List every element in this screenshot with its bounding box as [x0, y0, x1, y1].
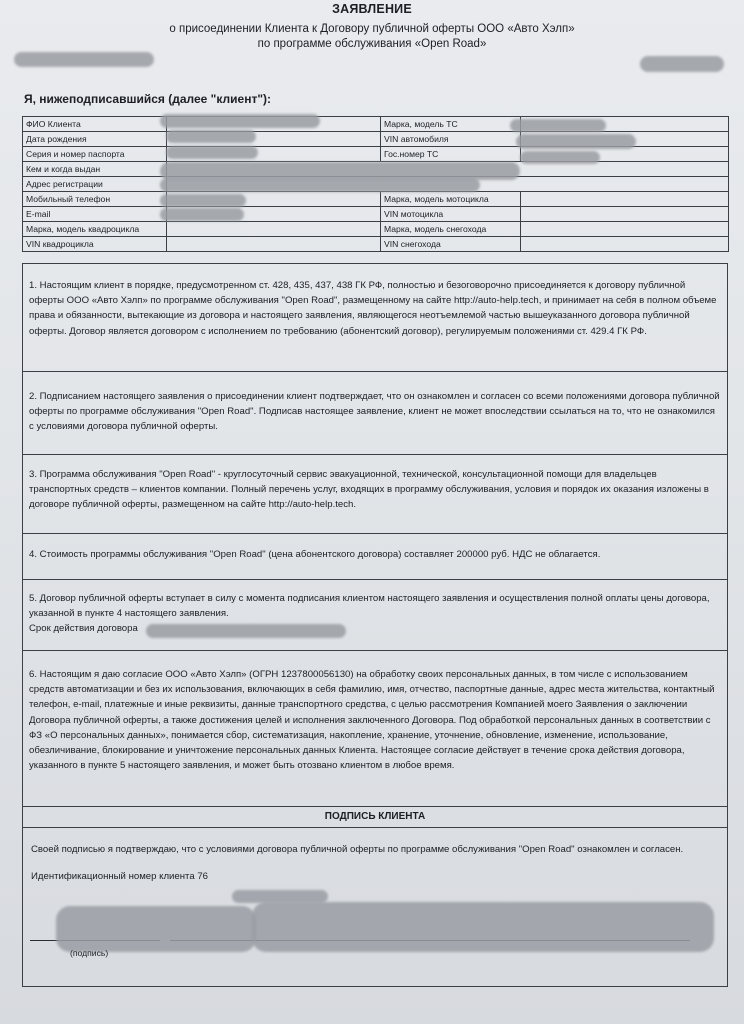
- field-label-email: E-mail: [23, 207, 167, 222]
- field-label-car-model: Марка, модель ТС: [381, 117, 521, 132]
- field-value-snow-vin: [521, 237, 729, 252]
- signature-heading: ПОДПИСЬ КЛИЕНТА: [22, 806, 728, 828]
- clause-1: [22, 263, 728, 372]
- signature-caption: (подпись): [70, 948, 109, 958]
- client-id-label: Идентификационный номер клиента 76: [31, 871, 209, 882]
- clause-4: [22, 533, 728, 580]
- field-label-passport: Серия и номер паспорта: [23, 147, 167, 162]
- clause-2: [22, 371, 728, 455]
- redacted-birth: [166, 130, 256, 143]
- field-value-atv-model: [167, 222, 381, 237]
- field-label-car-plate: Гос.номер ТС: [381, 147, 521, 162]
- field-label-atv-model: Марка, модель квадроцикла: [23, 222, 167, 237]
- field-label-atv-vin: VIN квадроцикла: [23, 237, 167, 252]
- table-row: [23, 117, 729, 132]
- clause-6: [22, 650, 728, 807]
- redacted-car-vin: [516, 134, 636, 149]
- redacted-date: [640, 56, 724, 72]
- field-label-snow-vin: VIN снегохода: [381, 237, 521, 252]
- clause-3-text: 3. Программа обслуживания "Open Road" - круглосуточный сервис эвакуационной, технической, консультационной помощи для владельцев транспортных средств – клиентов компании. Полный перечень услуг, входящих в программу обслуживания, условия и порядок их оказания изложены в договоре публичной оферты, размещенном на сайте http://auto-help.tech.: [29, 469, 709, 511]
- table-row: [23, 192, 729, 207]
- field-label-birth: Дата рождения: [23, 132, 167, 147]
- document-subtitle-line2: по программе обслуживания «Open Road»: [257, 38, 487, 50]
- clause-5: [22, 579, 728, 651]
- field-value-moto-vin: [521, 207, 729, 222]
- table-row: [23, 207, 729, 222]
- redacted-car-model: [510, 119, 606, 132]
- field-label-car-vin: VIN автомобиля: [381, 132, 521, 147]
- clause-4-text: 4. Стоимость программы обслуживания "Open Road" (цена абонентского договора) составляет 200000 руб. НДС не облагается.: [29, 549, 601, 560]
- document-title: ЗАЯВЛЕНИЕ: [332, 2, 412, 16]
- redacted-email: [160, 208, 244, 221]
- table-row: [23, 237, 729, 252]
- redacted-signature: [56, 906, 256, 952]
- field-label-moto-vin: VIN мотоцикла: [381, 207, 521, 222]
- field-label-address: Адрес регистрации: [23, 177, 167, 192]
- redacted-car-plate: [520, 151, 600, 164]
- field-label-snow-model: Марка, модель снегохода: [381, 222, 521, 237]
- field-value-atv-vin: [167, 237, 381, 252]
- redacted-passport: [166, 146, 258, 159]
- document-subtitle-line1: о присоединении Клиента к Договору публичной оферты ООО «Авто Хэлп»: [169, 23, 575, 35]
- clause-5-text: 5. Договор публичной оферты вступает в силу с момента подписания клиентом настоящего заявления и осуществления полной оплаты цены договора, указанной в пункте 4 настоящего заявления.: [29, 593, 710, 620]
- redacted-fio: [160, 114, 320, 128]
- redacted-address: [160, 178, 480, 192]
- clause-2-text: 2. Подписанием настоящего заявления о присоединении клиент подтверждает, что он ознакомлен и согласен со всеми положениями договора публичной оферты по программе обслуживания "Open Road". Подписав настоящее заявление, клиент не может впоследствии ссылаться на то, что не ознакомился с условиями договора публичной оферты.: [29, 391, 720, 433]
- clause-1-text: 1. Настоящим клиент в порядке, предусмотренном ст. 428, 435, 437, 438 ГК РФ, полностью и безоговорочно присоединяется к договору публичной оферты ООО «Авто Хэлп» по программе обслуживания "Open Road", размещенному на сайте http://auto-help.tech, и принимает на себя в полном объеме права и обязанности, вытекающие из договора и настоящего заявления, являющегося неотъемлемой частью вышеуказанного договора публичной оферты. Договор является договором с исполнением по требованию (абонентский договор), регулируемым положениями ст. 429.4 ГК РФ.: [29, 280, 717, 337]
- redacted-client-name: [252, 902, 714, 952]
- field-value-moto-model: [521, 192, 729, 207]
- signature-confirmation: Своей подписью я подтверждаю, что с условиями договора публичной оферты по программе обслуживания "Open Road" ознакомлен и согласен.: [31, 844, 684, 855]
- clause-3: [22, 454, 728, 534]
- field-label-phone: Мобильный телефон: [23, 192, 167, 207]
- redacted-term: [146, 624, 346, 638]
- redacted-phone: [160, 194, 246, 207]
- field-label-fio: ФИО Клиента: [23, 117, 167, 132]
- table-row: [23, 222, 729, 237]
- field-label-moto-model: Марка, модель мотоцикла: [381, 192, 521, 207]
- declarant-heading: Я, нижеподписавшийся (далее "клиент"):: [24, 92, 271, 106]
- clause-6-text: 6. Настоящим я даю согласие ООО «Авто Хэлп» (ОГРН 1237800056130) на обработку своих персональных данных, в том числе с использованием средств автоматизации и без их использования, включающих в себя фамилию, имя, отчество, паспортные данные, адрес места жительства, контактный телефон, e-mail, платежные и иные реквизиты, данные транспортного средства, с целью рассмотрения Компанией моего Заявления о заключении Договора публичной оферты, а также достижения целей и исполнения заключенного Договора. Под обработкой персональных данных в соответствии с ФЗ «О персональных данных», понимается сбор, систематизация, накопление, хранение, уточнение, обновление, изменение, использование, обезличивание, блокирование и уничтожение персональных данных Клиента. Настоящее согласие действует в течение срока действия договора, указанного в пункте 5 настоящего заявления, и может быть отозвано клиентом в любое время.: [29, 669, 715, 772]
- clause-5-term-label: Срок действия договора: [29, 623, 138, 635]
- field-label-issued: Кем и когда выдан: [23, 162, 167, 177]
- field-value-snow-model: [521, 222, 729, 237]
- redacted-place: [14, 52, 154, 67]
